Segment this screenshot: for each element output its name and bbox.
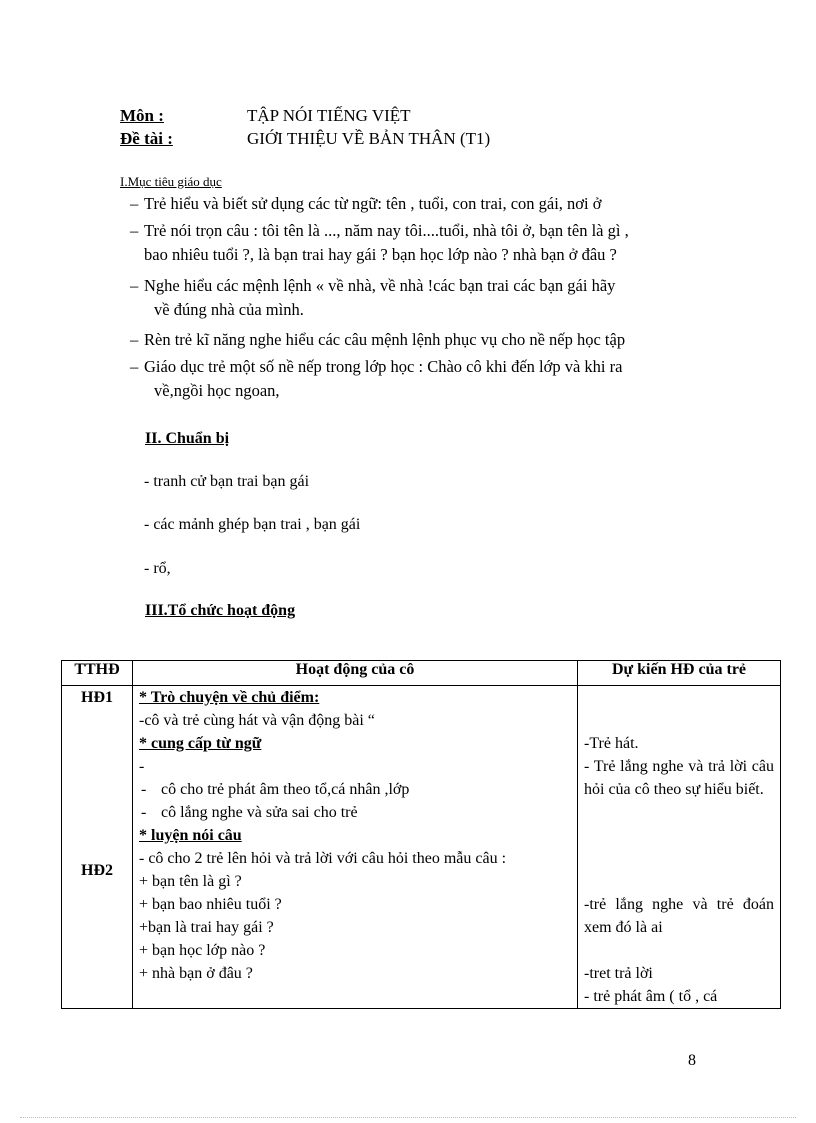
question-line: + nhà bạn ở đâu ? xyxy=(139,965,253,982)
topic-label: Đề tài : xyxy=(120,129,173,148)
teacher-heading: * luyện nói câu xyxy=(139,827,242,844)
teacher-heading: * Trò chuyện về chủ điểm: xyxy=(139,689,320,706)
teacher-bullet: - cô cho trẻ phát âm theo tổ,cá nhân ,lớp xyxy=(141,781,410,798)
objective-item: – Rèn trẻ kĩ năng nghe hiểu các câu mệnh lệnh phục vụ cho nề nếp học tập xyxy=(130,330,626,349)
teacher-line: - cô cho 2 trẻ lên hỏi và trả lời với câu hỏi theo mẫu câu : xyxy=(139,850,507,867)
teacher-line: - xyxy=(139,758,145,775)
subject-value: TẬP NÓI TIẾNG VIỆT xyxy=(247,106,411,125)
teacher-line: -cô và trẻ cùng hát và vận động bài “ xyxy=(139,712,375,729)
teacher-bullet: - cô lắng nghe và sửa sai cho trẻ xyxy=(141,804,358,821)
objective-item: – Trẻ hiểu và biết sử dụng các từ ngữ: tên , tuổi, con trai, con gái, nơi ở xyxy=(130,194,602,213)
objective-item: – Nghe hiểu các mệnh lệnh « về nhà, về nhà !các bạn trai các bạn gái hãy về đúng nhà của mình. xyxy=(130,276,616,319)
preparation-title: II. Chuẩn bị xyxy=(145,430,230,447)
row-labels-cell xyxy=(62,686,133,1009)
objective-item: – Giáo dục trẻ một số nề nếp trong lớp học : Chào cô khi đến lớp và khi ra về,ngồi học ngoan, xyxy=(130,357,623,400)
question-line: + bạn học lớp nào ? xyxy=(139,942,266,959)
question-line: + bạn bao nhiêu tuổi ? xyxy=(139,896,282,913)
child-activities-cell xyxy=(578,686,781,1009)
activities-table xyxy=(61,660,781,1009)
page-bottom-divider xyxy=(20,1117,796,1118)
preparation-item: - rổ, xyxy=(144,560,171,577)
col-header-tthd: TTHĐ xyxy=(62,661,133,686)
child-line: -tret trả lời xyxy=(584,965,653,982)
col-header-child: Dự kiến HĐ của trẻ xyxy=(578,661,781,686)
activities-title: III.Tổ chức hoạt động xyxy=(145,602,296,619)
row-label-hd1: HĐ1 xyxy=(81,689,113,706)
objectives-title: I.Mục tiêu giáo dục xyxy=(120,174,222,189)
col-header-teacher: Hoạt động của cô xyxy=(133,661,578,686)
child-line: - trẻ phát âm ( tổ , cá xyxy=(584,988,718,1005)
teacher-heading: * cung cấp từ ngữ xyxy=(139,735,262,752)
question-line: +bạn là trai hay gái ? xyxy=(139,919,274,936)
table-header-row xyxy=(62,661,781,686)
child-line: -trẻ lắng nghe và trẻ đoán xem đó là ai xyxy=(584,896,774,936)
subject-label: Môn : xyxy=(120,106,164,125)
child-line: - Trẻ lắng nghe và trả lời câu hỏi của cô theo sự hiểu biết. xyxy=(584,758,774,798)
objective-item: – Trẻ nói trọn câu : tôi tên là ..., năm nay tôi....tuổi, nhà tôi ở, bạn tên là gì , bao nhiêu tuổi ?, là bạn trai hay gái ? bạn học lớp nào ? nhà bạn ở đâu ? xyxy=(130,221,629,264)
topic-value: GIỚI THIỆU VỀ BẢN THÂN (T1) xyxy=(247,129,491,148)
page-number: 8 xyxy=(688,1052,696,1069)
table-row xyxy=(62,686,781,1009)
teacher-activities-cell xyxy=(133,686,578,1009)
question-line: + bạn tên là gì ? xyxy=(139,873,242,890)
preparation-item: - các mảnh ghép bạn trai , bạn gái xyxy=(144,516,361,533)
child-line: -Trẻ hát. xyxy=(584,735,639,752)
row-label-hd2: HĐ2 xyxy=(81,862,113,879)
preparation-item: - tranh cử bạn trai bạn gái xyxy=(144,473,310,490)
